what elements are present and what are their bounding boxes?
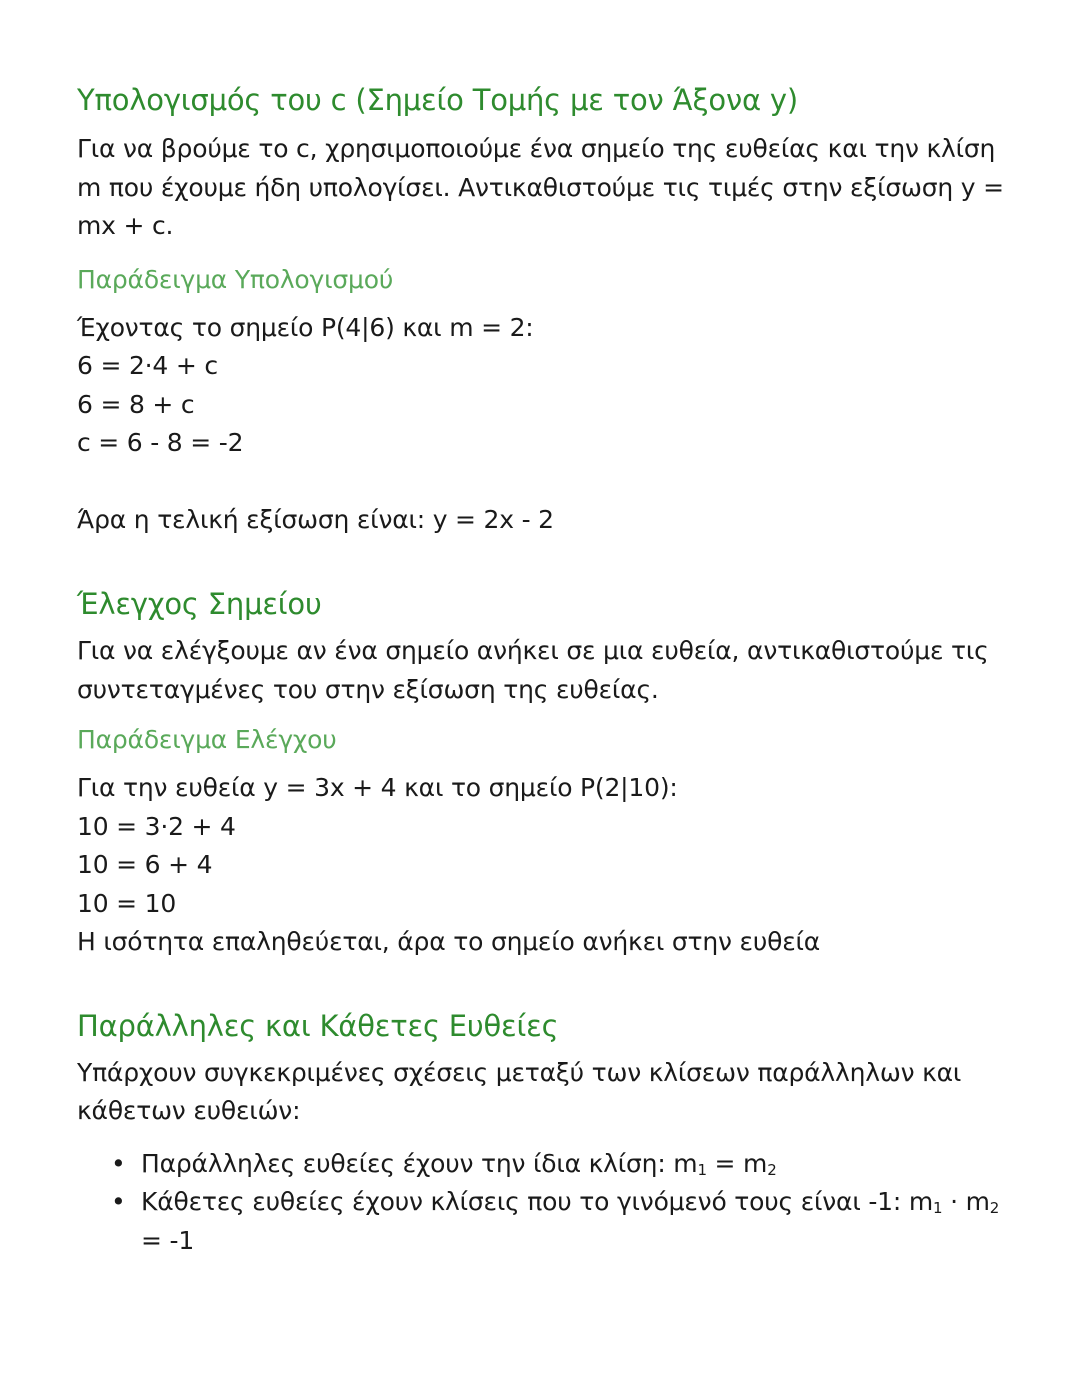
example-line: Έχοντας το σημείο P(4|6) και m = 2: bbox=[77, 312, 534, 342]
example-line: 6 = 8 + c bbox=[77, 389, 195, 419]
example-block-check bbox=[77, 769, 1017, 962]
section-title-parallel-perpendicular: Παράλληλες και Κάθετες Ευθείες bbox=[77, 1008, 559, 1043]
example-line: 10 = 6 + 4 bbox=[77, 850, 213, 879]
example-line: 10 = 3·2 + 4 bbox=[77, 811, 236, 841]
example-line: c = 6 - 8 = -2 bbox=[77, 428, 244, 457]
bullet-icon: • bbox=[111, 1187, 126, 1216]
example-title-check: Παράδειγμα Ελέγχου bbox=[77, 725, 337, 754]
section-body-c-calculation: Για να βρούμε το c, χρησιμοποιούμε ένα σημείο της ευθείας και την κλίση m που έχουμε ήδη υπολογίσει. Αντικαθιστούμε τις τιμές στην εξίσωση y = mx + c. bbox=[77, 134, 1004, 240]
final-equation: Άρα η τελική εξίσωση είναι: y = 2x - 2 bbox=[77, 504, 554, 534]
list-item-perpendicular: • Κάθετες ευθείες έχουν κλίσεις που το γινόμενό τους είναι -1: $m_1 \cdot m_2 = -1$ bbox=[77, 1183, 1017, 1260]
example-line: 6 = 2·4 + c bbox=[77, 351, 218, 380]
list-item-parallel: • Παράλληλες ευθείες έχουν την ίδια κλίση: $m_1 = m_2$ bbox=[77, 1145, 1017, 1184]
example-line: 10 = 10 bbox=[77, 888, 177, 918]
section-title-point-check: Έλεγχος Σημείου bbox=[77, 587, 322, 621]
section-title-c-calculation: Υπολογισμός του c (Σημείο Τομής με τον Άξονα y) bbox=[77, 83, 798, 117]
example-block-calculation bbox=[77, 309, 1017, 463]
section-body-point-check: Για να ελέγξουμε αν ένα σημείο ανήκει σε μια ευθεία, αντικαθιστούμε τις συντεταγμένες του στην εξίσωση της ευθείας. bbox=[77, 636, 989, 704]
example-line: Η ισότητα επαληθεύεται, άρα το σημείο ανήκει στην ευθεία bbox=[77, 927, 821, 956]
bullet-icon: • bbox=[111, 1148, 126, 1178]
document-page bbox=[77, 78, 1017, 1260]
example-title-calculation: Παράδειγμα Υπολογισμού bbox=[77, 264, 394, 294]
example-line: Για την ευθεία y = 3x + 4 και το σημείο P(2|10): bbox=[77, 773, 678, 802]
slope-relations-list bbox=[77, 1145, 1017, 1261]
section-body-parallel-perpendicular: Υπάρχουν συγκεκριμένες σχέσεις μεταξύ των κλίσεων παράλληλων και κάθετων ευθειών: bbox=[77, 1057, 962, 1125]
